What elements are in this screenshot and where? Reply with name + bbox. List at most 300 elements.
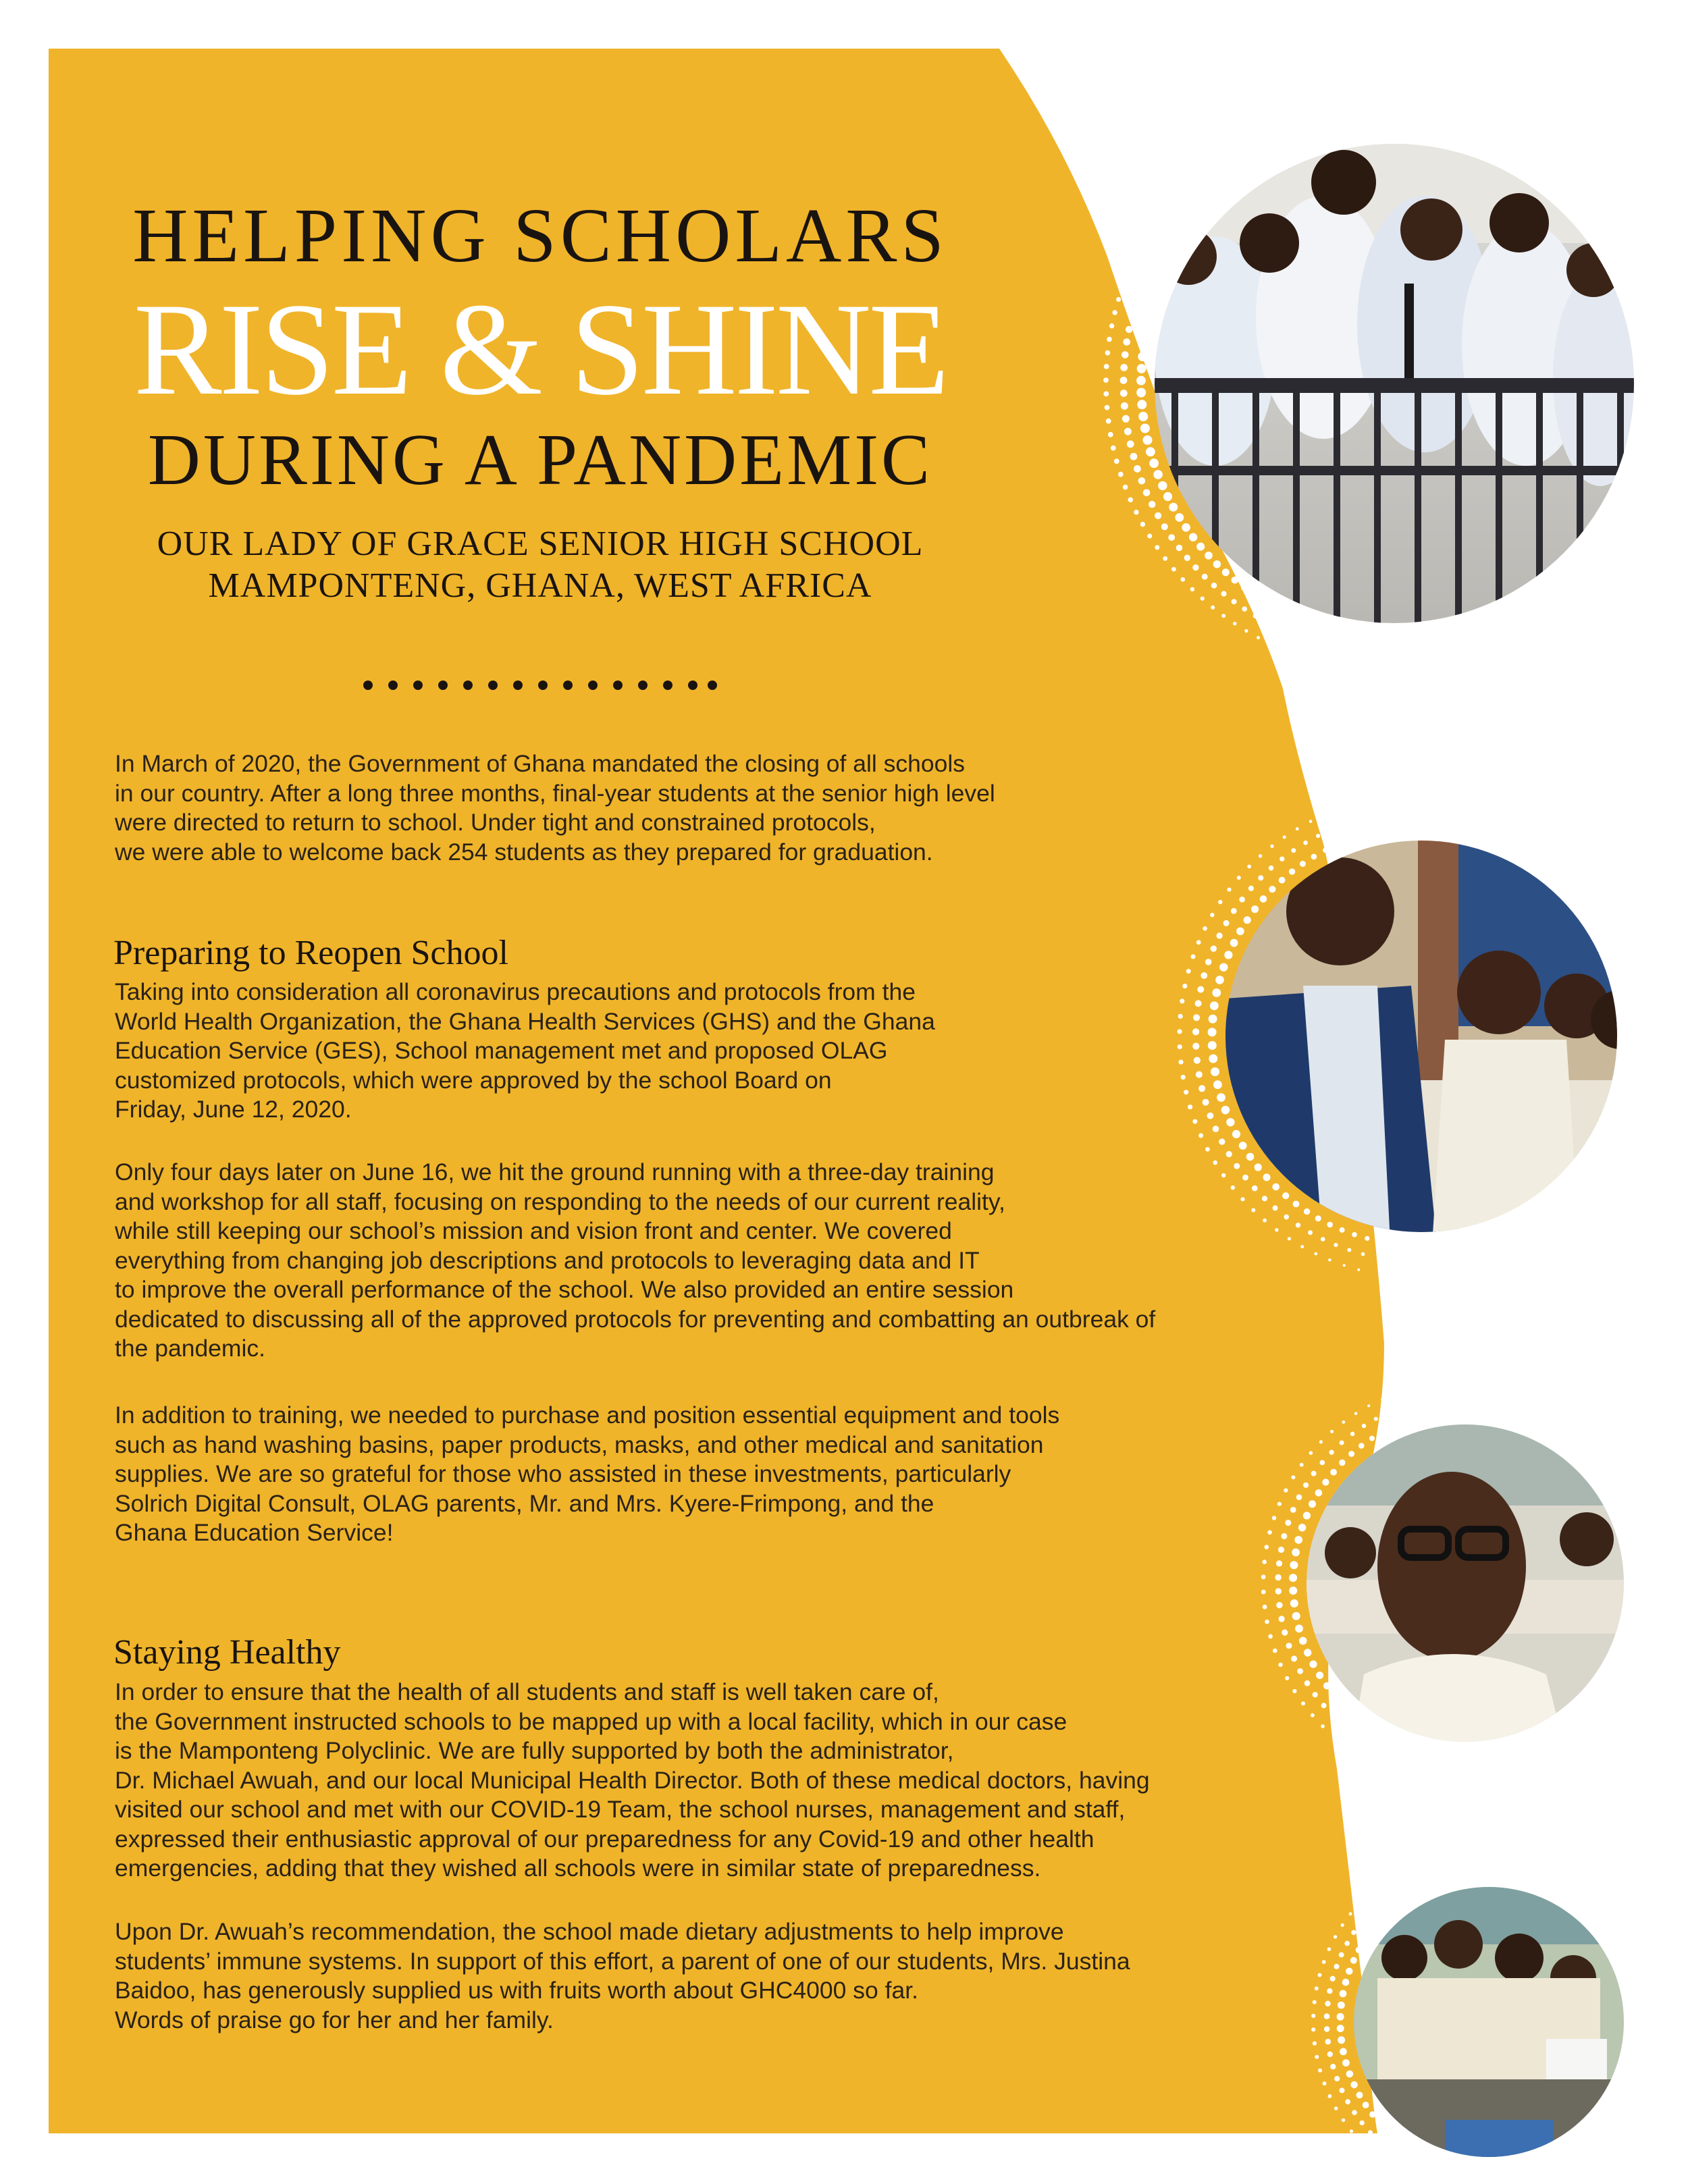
ring-dot <box>1105 350 1111 356</box>
ring-dot <box>1181 1075 1186 1080</box>
ring-dot <box>1163 492 1172 501</box>
ring-dot <box>1184 555 1190 561</box>
ring-dot <box>1158 243 1164 249</box>
ring-dot <box>1213 1080 1222 1089</box>
headline-line-3: DURING A PANDEMIC <box>147 420 933 500</box>
ring-dot <box>1328 1258 1331 1262</box>
ring-dot <box>1221 1173 1225 1177</box>
ring-dot <box>1350 1432 1355 1437</box>
ring-dot <box>1103 392 1109 397</box>
ring-dot <box>1292 1549 1300 1557</box>
ring-dot <box>1267 1530 1272 1535</box>
ring-dot <box>1231 1186 1235 1190</box>
ring-dot <box>1357 1269 1360 1271</box>
ring-dot <box>1246 1153 1255 1161</box>
ring-dot <box>1334 1243 1338 1247</box>
ring-dot <box>1142 329 1151 338</box>
ring-dot <box>1210 1001 1219 1010</box>
ring-dot <box>1146 447 1155 456</box>
ring-dot <box>1217 154 1220 157</box>
ring-dot <box>1404 2143 1410 2149</box>
ring-dot <box>1136 289 1143 296</box>
ring-dot <box>1377 1919 1383 1925</box>
ring-dot <box>1149 501 1155 508</box>
ring-dot <box>1303 1483 1309 1488</box>
ring-dot <box>1338 2002 1345 2009</box>
ring-dot <box>1352 1232 1357 1237</box>
ring-dot <box>1122 351 1129 358</box>
ring-dot <box>1264 620 1269 624</box>
ring-dot <box>1337 2025 1344 2032</box>
ring-dot <box>1278 1547 1284 1553</box>
ring-dot <box>1369 2150 1372 2153</box>
ring-dot <box>1223 920 1230 926</box>
ring-dot <box>1178 1044 1182 1049</box>
ring-dot <box>1203 926 1207 931</box>
ring-dot <box>1346 2071 1354 2078</box>
ring-dot <box>1272 1183 1280 1191</box>
ring-dot <box>1327 1222 1333 1228</box>
ring-dot <box>1126 271 1130 276</box>
ring-dot <box>1323 1682 1331 1690</box>
ring-dot <box>1279 877 1286 884</box>
ring-dot <box>1290 1507 1296 1513</box>
ring-dot <box>1309 1451 1313 1455</box>
ring-dot <box>1202 574 1208 580</box>
ring-dot <box>1260 895 1267 903</box>
paragraph-line: Upon Dr. Awuah’s recommendation, the school made dietary adjustments to help improve <box>115 1918 1064 1945</box>
ring-dot <box>1330 1430 1334 1433</box>
ring-dot <box>1300 1245 1304 1248</box>
ring-dot <box>1269 865 1274 871</box>
ring-dot <box>1205 959 1212 965</box>
ring-dot <box>1338 2036 1345 2044</box>
ring-dot <box>1171 567 1176 572</box>
reopen-paragraph-1 <box>115 978 935 1125</box>
ring-dot <box>1213 560 1221 568</box>
ring-dot <box>1292 1612 1300 1620</box>
ring-dot <box>1279 1616 1285 1622</box>
section-heading-reopen: Preparing to Reopen School <box>113 934 508 972</box>
ring-dot <box>1132 301 1138 308</box>
ring-dot <box>1395 1392 1398 1395</box>
paragraph-line: visited our school and met with our COVID-19 Team, the school nurses, management and staff, <box>115 1796 1126 1823</box>
ring-dot <box>1362 1424 1366 1428</box>
ring-dot <box>1360 2121 1365 2125</box>
ring-dot <box>1203 1099 1209 1106</box>
ring-dot <box>1120 390 1128 397</box>
ring-dot <box>1332 1735 1336 1738</box>
ring-dot <box>1412 1777 1415 1780</box>
paragraph-line: Baidoo, has generously supplied us with fruits worth about GHC4000 so far. <box>115 1977 918 2004</box>
paragraph-line: emergencies, adding that they wished all schools were in similar state of preparedness. <box>115 1855 1041 1882</box>
ring-dot <box>1218 196 1224 202</box>
ring-dot <box>1425 2155 1430 2160</box>
paragraph-line: supplies. We are so grateful for those who assisted in these investments, particularly <box>115 1460 1011 1487</box>
ring-dot <box>1315 1489 1323 1497</box>
ring-dot <box>1313 2000 1317 2004</box>
ring-dot <box>1161 272 1169 280</box>
ring-dot <box>1344 1941 1350 1946</box>
ring-dot <box>1334 1935 1337 1938</box>
dotted-divider <box>361 675 719 695</box>
ring-dot <box>1349 1912 1352 1915</box>
ring-dot <box>1296 827 1299 830</box>
ring-dot <box>1383 1767 1386 1769</box>
ring-dot <box>1296 1223 1300 1227</box>
ring-dot <box>1346 1968 1352 1975</box>
ring-dot <box>1296 1494 1302 1500</box>
ring-dot <box>1176 191 1180 194</box>
ring-dot <box>1226 1151 1232 1157</box>
ring-dot <box>1255 1163 1262 1171</box>
paragraph-line: to improve the overall performance of the school. We also provided an entire session <box>115 1276 1014 1303</box>
ring-dot <box>1180 211 1186 217</box>
ring-dot <box>1278 1663 1282 1667</box>
ring-dot <box>1283 609 1289 615</box>
ring-dot <box>1201 213 1208 219</box>
ring-dot <box>1392 1424 1397 1429</box>
paragraph-line: Only four days later on June 16, we hit the ground running with a three-day training <box>115 1158 995 1186</box>
ring-dot <box>1342 822 1346 826</box>
ring-dot <box>1268 1634 1273 1639</box>
ring-dot <box>1339 1460 1345 1466</box>
ring-dot <box>1140 424 1150 433</box>
ring-dot <box>1282 1192 1289 1199</box>
ring-dot <box>1363 2102 1369 2108</box>
ring-dot <box>1371 1726 1377 1732</box>
ring-dot <box>1158 481 1167 490</box>
ring-dot <box>1237 180 1242 186</box>
ring-dot <box>1323 847 1328 853</box>
ring-dot <box>1367 1911 1372 1915</box>
ring-dot <box>1114 458 1119 464</box>
ring-dot <box>1344 1744 1347 1747</box>
ring-dot <box>1272 1516 1276 1520</box>
ring-dot <box>1377 2121 1383 2127</box>
ring-dot <box>1340 1990 1347 1998</box>
ring-dot <box>1251 591 1258 598</box>
ring-dot <box>1172 251 1180 259</box>
ring-dot <box>1182 523 1190 532</box>
ring-dot <box>1120 364 1128 371</box>
ring-dot <box>1337 2013 1344 2021</box>
ring-dot <box>1246 174 1252 179</box>
ring-dot <box>1342 1420 1345 1424</box>
ring-dot <box>1408 2162 1413 2166</box>
ring-dot <box>1136 376 1146 385</box>
ring-dot <box>1342 2119 1345 2122</box>
ring-dot <box>1217 932 1223 938</box>
paragraph-line: everything from changing job descriptions and protocols to leveraging data and IT <box>115 1246 980 1274</box>
school-name-block <box>101 523 979 607</box>
ring-dot <box>1395 2136 1400 2141</box>
ring-dot <box>1335 842 1340 847</box>
paragraph-line: customized protocols, which were approved by the school Board on <box>115 1066 832 1094</box>
paragraph-line: Taking into consideration all coronavirus precautions and protocols from the <box>115 978 916 1005</box>
ring-dot <box>1208 1028 1217 1036</box>
ring-dot <box>1239 897 1245 903</box>
ring-dot <box>1237 876 1241 880</box>
ring-dot <box>1257 636 1260 639</box>
paragraph-line: Words of praise go for her and her family. <box>115 2006 554 2033</box>
ring-dot <box>1309 820 1313 823</box>
ring-dot <box>1180 998 1184 1003</box>
ring-dot <box>1404 1419 1409 1424</box>
ring-dot <box>1137 364 1146 373</box>
ring-dot <box>1219 963 1228 971</box>
ring-dot <box>1151 223 1155 228</box>
ring-dot <box>1206 163 1209 166</box>
section-heading-health: Staying Healthy <box>113 1633 341 1672</box>
ring-dot <box>1127 440 1134 448</box>
ring-dot <box>1311 1471 1317 1476</box>
ring-dot <box>1300 636 1304 640</box>
ring-dot <box>1386 1411 1390 1415</box>
ring-dot <box>1201 972 1207 979</box>
ring-dot <box>1263 1605 1267 1609</box>
ring-dot <box>1342 2059 1350 2067</box>
ring-dot <box>1356 1946 1363 1953</box>
ring-dot <box>1140 522 1145 527</box>
ring-dot <box>1205 1147 1210 1152</box>
ring-dot <box>1315 1215 1321 1221</box>
ring-dot <box>1316 1672 1323 1679</box>
ring-dot <box>1107 337 1112 342</box>
ring-dot <box>1190 587 1194 591</box>
ring-dot <box>1140 340 1149 349</box>
ring-dot <box>1221 614 1225 618</box>
ring-dot <box>1380 1429 1386 1435</box>
ring-dot <box>1315 1986 1319 1990</box>
ring-dot <box>1147 533 1152 538</box>
ring-dot <box>1314 1252 1317 1256</box>
headline-line-2: RISE & SHINE <box>133 276 947 423</box>
ring-dot <box>1407 1880 1410 1883</box>
ring-dot <box>1270 845 1273 848</box>
intro-line: were directed to return to school. Under tight and constrained protocols, <box>115 809 876 836</box>
ring-dot <box>1303 1512 1311 1519</box>
ring-dot <box>1224 951 1232 959</box>
ring-dot <box>1291 1655 1297 1661</box>
ring-dot <box>1406 1743 1410 1748</box>
ring-dot <box>1402 1758 1406 1762</box>
ring-dot <box>1126 326 1132 333</box>
ring-dot <box>1347 837 1352 842</box>
ring-dot <box>1176 545 1183 552</box>
ring-dot <box>1320 1460 1325 1466</box>
ring-dot <box>1155 512 1161 519</box>
ring-dot <box>1376 1901 1380 1905</box>
ring-dot <box>1334 2076 1340 2081</box>
ring-dot <box>1325 2039 1331 2045</box>
ring-dot <box>1313 2042 1317 2046</box>
ring-dot <box>1178 1060 1183 1065</box>
ring-dot <box>1339 1952 1344 1958</box>
ring-dot <box>1340 1702 1347 1709</box>
ring-dot <box>1316 834 1320 838</box>
ring-dot <box>1318 1973 1322 1977</box>
ring-dot <box>1290 1599 1298 1607</box>
ring-dot <box>1221 591 1226 596</box>
ring-dot <box>1109 323 1114 328</box>
ring-dot <box>1289 1587 1297 1595</box>
ring-dot <box>1322 1960 1326 1964</box>
ring-dot <box>1308 1230 1313 1235</box>
ring-dot <box>1201 597 1205 601</box>
ring-dot <box>1232 1130 1240 1138</box>
ring-dot <box>1318 2069 1322 2073</box>
ring-dot <box>1297 1668 1303 1674</box>
ring-dot <box>1324 2026 1330 2032</box>
ring-dot <box>1226 1118 1234 1126</box>
ring-dot <box>1309 1661 1317 1668</box>
ring-dot <box>1121 402 1128 410</box>
ring-dot <box>1193 222 1200 229</box>
ring-dot <box>1261 1574 1266 1579</box>
ring-dot <box>1167 261 1175 269</box>
ring-dot <box>1415 2150 1419 2154</box>
ring-dot <box>1192 564 1198 570</box>
ring-dot <box>1140 277 1147 284</box>
ring-dot <box>1197 986 1204 993</box>
ring-dot <box>1294 1536 1302 1544</box>
ring-dot <box>1330 2064 1336 2069</box>
ring-dot <box>1143 489 1151 497</box>
ring-dot <box>1212 988 1221 997</box>
ring-dot <box>1330 1469 1337 1476</box>
ring-dot <box>1356 2092 1363 2098</box>
ring-dot <box>1186 181 1189 184</box>
ring-dot <box>1247 865 1251 869</box>
ring-dot <box>1311 1713 1315 1717</box>
ring-dot <box>1277 1502 1282 1506</box>
ring-dot <box>1359 2140 1362 2143</box>
ring-dot <box>1275 1228 1278 1231</box>
ring-dot <box>1156 283 1164 291</box>
ring-dot <box>1261 597 1267 604</box>
ring-dot <box>1265 1545 1269 1549</box>
ring-dot <box>1111 446 1116 451</box>
ring-dot <box>1242 1175 1248 1181</box>
ring-dot <box>1242 606 1247 612</box>
ring-dot <box>1167 201 1171 205</box>
ring-dot <box>1146 265 1152 271</box>
ring-dot <box>1263 1173 1271 1181</box>
ring-dot <box>1169 503 1178 512</box>
ring-dot <box>1211 606 1215 610</box>
ring-dot <box>1358 1902 1361 1905</box>
reopen-paragraph-3 <box>115 1401 1059 1548</box>
ring-dot <box>1138 477 1146 485</box>
ring-dot <box>1329 1450 1334 1455</box>
ring-dot <box>1153 470 1163 479</box>
ring-dot <box>1293 1201 1300 1208</box>
ring-dot <box>1367 1404 1370 1407</box>
paragraph-line: World Health Organization, the Ghana Health Services (GHS) and the Ghana <box>115 1007 935 1035</box>
ring-dot <box>1304 1649 1311 1656</box>
ring-dot <box>1263 1219 1267 1223</box>
ring-dot <box>1143 435 1153 445</box>
ring-dot <box>1390 2167 1393 2170</box>
ring-dot <box>1178 1014 1183 1019</box>
ring-dot <box>1219 1139 1225 1145</box>
ring-dot <box>1273 1649 1277 1653</box>
ring-dot <box>1163 556 1167 561</box>
ring-dot <box>1227 888 1231 892</box>
ring-dot <box>1122 415 1130 423</box>
ring-dot <box>1329 828 1333 832</box>
ring-dot <box>1123 485 1128 490</box>
ring-dot <box>1217 176 1221 180</box>
ring-dot <box>1301 1701 1305 1705</box>
ring-dot <box>1144 317 1153 325</box>
ring-dot <box>1352 2110 1357 2115</box>
ring-dot <box>1188 1104 1192 1109</box>
intro-line: in our country. After a long three months, final-year students at the senior high level <box>115 779 995 807</box>
ring-dot <box>1284 1489 1288 1493</box>
ring-dot <box>1165 232 1171 238</box>
ring-dot <box>1222 568 1230 576</box>
ring-dot <box>1259 854 1262 857</box>
ring-dot <box>1340 1227 1345 1233</box>
ring-dot <box>1340 2048 1347 2056</box>
ring-dot <box>1401 1868 1404 1871</box>
ring-dot <box>1189 202 1194 207</box>
ring-dot <box>1331 1713 1336 1719</box>
ring-dot <box>1282 648 1285 651</box>
ring-dot <box>1288 631 1292 635</box>
ring-dot <box>1221 1106 1230 1115</box>
ring-dot <box>1123 338 1130 346</box>
ring-dot <box>1144 235 1148 239</box>
ring-dot <box>1281 1533 1287 1539</box>
intro-line: In March of 2020, the Government of Ghana mandated the closing of all schools <box>115 750 966 777</box>
ring-dot <box>1159 212 1163 216</box>
ring-dot <box>1390 1875 1392 1878</box>
ring-dot <box>1275 1588 1282 1594</box>
ring-dot <box>1137 246 1142 251</box>
ring-dot <box>1211 583 1217 589</box>
ring-dot <box>1341 1923 1344 1927</box>
ring-dot <box>1298 1524 1306 1531</box>
ring-dot <box>1309 1500 1316 1508</box>
ring-dot <box>1168 534 1175 541</box>
ring-dot <box>1241 584 1248 591</box>
paragraph-line: expressed their enthusiastic approval of our preparedness for any Covid-19 and other health <box>115 1825 1094 1853</box>
ring-dot <box>1205 552 1213 560</box>
paragraph-line: the Government instructed schools to be mapped up with a local facility, which in our case <box>115 1707 1067 1735</box>
ring-dot <box>1328 2094 1332 2098</box>
ring-dot <box>1299 1637 1307 1645</box>
ring-dot <box>1338 808 1340 811</box>
ring-dot <box>1181 577 1186 582</box>
ring-dot <box>1369 1927 1375 1934</box>
ring-dot <box>1116 297 1121 302</box>
ring-dot <box>1386 1893 1390 1897</box>
ring-dot <box>1382 1733 1388 1738</box>
ring-dot <box>1186 231 1193 238</box>
ring-dot <box>1285 1676 1289 1680</box>
ring-dot <box>1103 377 1109 383</box>
ring-dot <box>1209 1015 1217 1023</box>
ring-dot <box>1386 2129 1392 2135</box>
ring-dot <box>1341 1723 1346 1728</box>
ring-dot <box>1233 622 1236 625</box>
paragraph-line: In order to ensure that the health of all students and staff is well taken care of, <box>115 1678 939 1705</box>
paragraph-line: In addition to training, we needed to purchase and position essential equipment and tools <box>115 1402 1060 1429</box>
ring-dot <box>1196 171 1199 175</box>
